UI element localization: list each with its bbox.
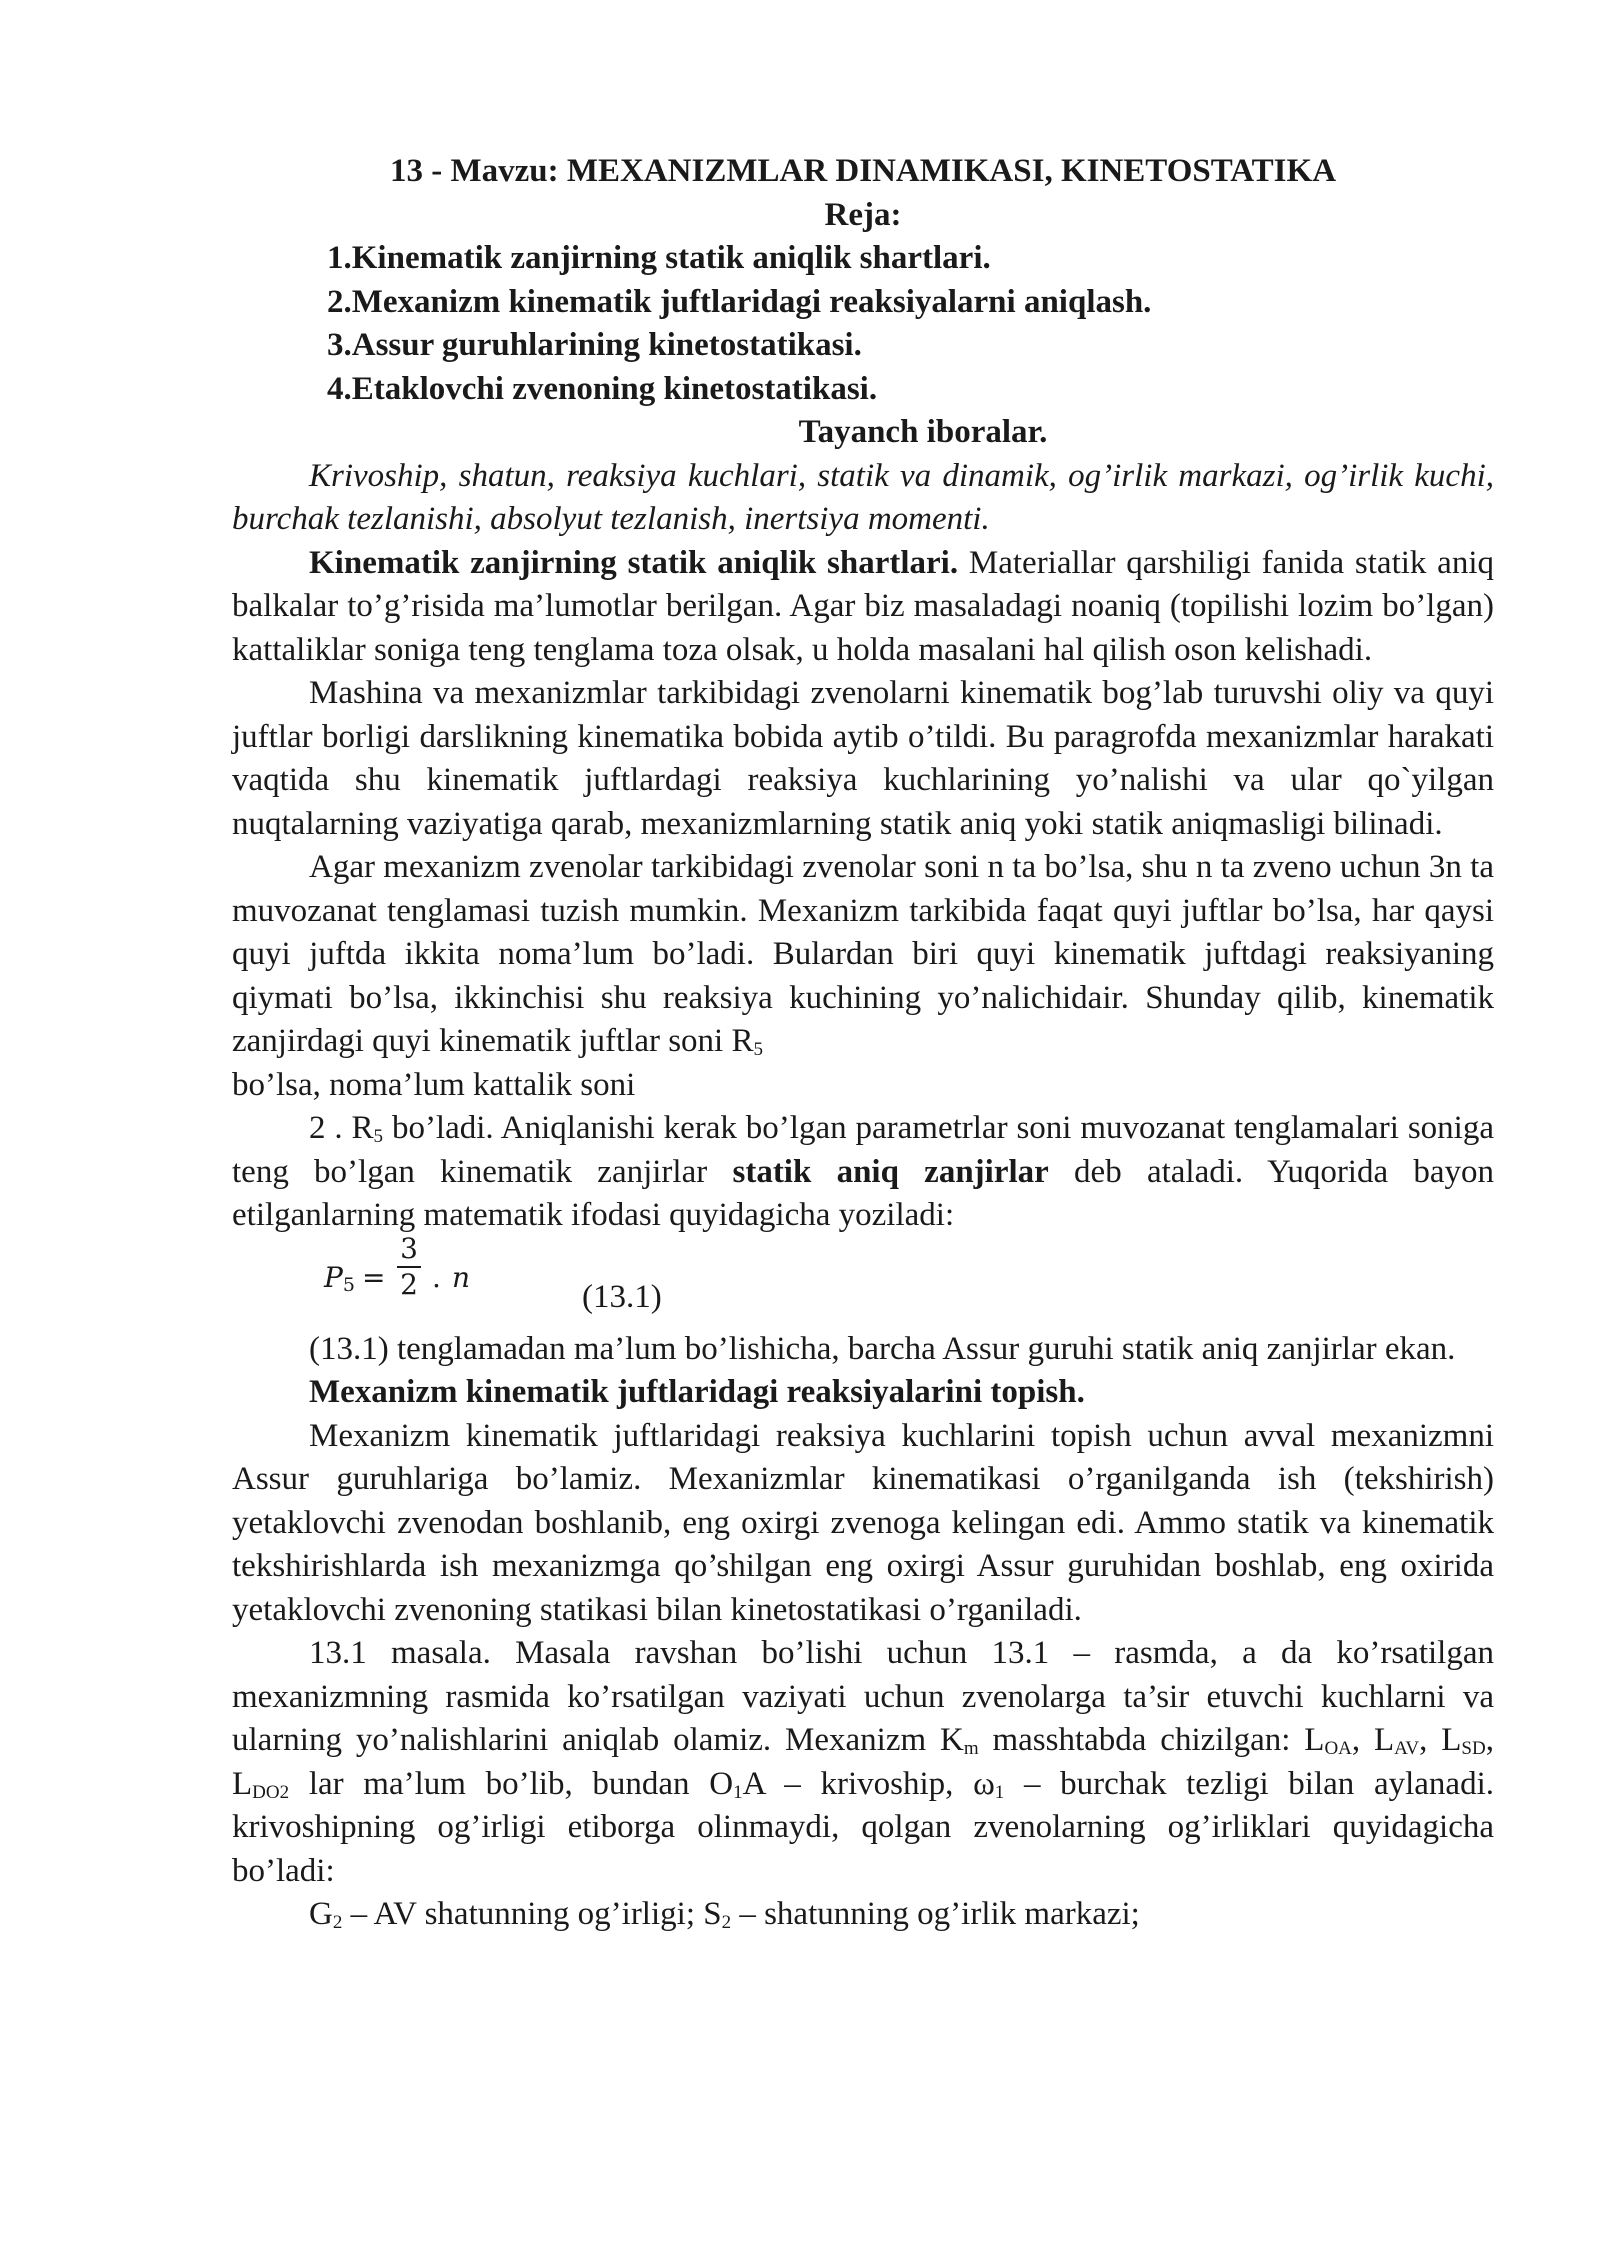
section1-paragraph-2: Mashina va mexanizmlar tarkibidagi zvenolarni kinematik bog’lab turuvshi oliy va quyi juftlar borligi darslikning kinematika bobida aytib o’tildi. Bu paragrofda mexanizmlar harakati vaqtida shu kinematik juftlardagi reaksiya kuchlarining yo’nalishi va ular qo`yilgan nuqtalarning vaziyatiga qarab, mexanizmlarning statik aniq yoki statik aniqmasligi bilinadi. (232, 675, 1494, 842)
section1-heading: Kinematik zanjirning statik aniqlik shartlari. (309, 544, 959, 581)
subscript: 2 (332, 1912, 343, 1933)
text-span: 2 . R (309, 1110, 374, 1146)
text-span: – burchak tezligi bilan aylanadi. krivoshipning og’irligi etiborga olinmaydi, qolgan zvenolarning og’irliklari quyidagicha bo’ladi: (232, 1765, 1494, 1889)
formula-symbol: P (324, 1260, 343, 1294)
text-span: – AV shatunning og’irligi; S (342, 1896, 722, 1932)
text-span: , L (1351, 1722, 1395, 1758)
text-span: A – krivoship, ω (742, 1765, 995, 1802)
text-span: bo’ladi. Aniqlanishi kerak bo’lgan parametrlar soni muvozanat tenglamalari soniga teng bo’lgan kinematik zanjirlar (232, 1110, 1494, 1190)
section1-paragraph-5: (13.1) tenglamadan ma’lum bo’lishicha, barcha Assur guruhi statik aniq zanjirlar ekan. (309, 1330, 1456, 1367)
plan-list (232, 237, 1494, 411)
text-span: , L (232, 1722, 1494, 1802)
document-title: 13 - Mavzu: MEXANIZMLAR DINAMIKASI, KINETOSTATIKA (389, 153, 1337, 189)
text-span: lar ma’lum bo’lib, bundan O (289, 1765, 734, 1802)
section1-paragraph-1 (232, 542, 1494, 673)
subscript: AV (1394, 1738, 1420, 1759)
subscript: 5 (373, 1126, 384, 1147)
keywords-heading: Tayanch iboralar. (798, 414, 1048, 450)
fraction-numerator: 3 (400, 1231, 418, 1265)
section1-paragraph-4 (232, 1107, 1494, 1238)
formula-13-1 (324, 1231, 1494, 1328)
text-span: G (309, 1896, 333, 1932)
document-page (232, 150, 1494, 1937)
formula-dot: . (432, 1260, 441, 1294)
text-span: – shatunning og’irlik markazi; (731, 1896, 1140, 1932)
section2-heading: Mexanizm kinematik juftlaridagi reaksiyalarini topish. (309, 1374, 1085, 1410)
subscript: 5 (753, 1039, 763, 1060)
section2-paragraph-1: Mexanizm kinematik juftlaridagi reaksiya kuchlarini topish uchun avval mexanizmni Assur guruhlariga bo’lamiz. Mexanizmlar kinematikasi o’rganilganda ish (tekshirish) yetaklovchi zvenodan boshlanib, eng oxirgi zvenoga kelingan edi. Ammo statik va kinematik tekshirishlarda ish mexanizmga qo’shilgan eng oxirgi Assur guruhidan boshlab, eng oxirida yetaklovchi zvenoning statikasi bilan kinetostatikasi o’rganiladi. (232, 1417, 1494, 1628)
text-span: Agar mexanizm zvenolar tarkibidagi zvenolar soni n ta bo’lsa, shu n ta zveno uchun 3n ta muvozanat tenglamasi tuzish mumkin. Mexanizm tarkibida faqat quyi juftlar bo’lsa, har qaysi quyi juftda ikkita noma’lum bo’ladi. Bulardan biri quyi kinematik juftdagi reaksiyaning qiymati bo’lsa, ikkinchisi shu reaksiya kuchining yo’nalichidair. Shunday qilib, kinematik zanjirdagi quyi kinematik juftlar soni R (232, 849, 1494, 1059)
text-span: 13.1 masala. Masala ravshan bo’lishi uchun 13.1 – rasmda, a da ko’rsatilgan mexanizmning rasmida ko’rsatilgan vaziyati uchun zvenolarga ta’sir etuvchi kuchlarni va ularning yo’nalishlarini aniqlab olamiz. Mexanizm K (232, 1635, 1494, 1758)
plan-heading: Reja: (824, 196, 902, 233)
formula-variable: n (452, 1260, 471, 1294)
section2-paragraph-2 (232, 1632, 1494, 1893)
text-span: bo’lsa, noma’lum kattalik soni (232, 1066, 636, 1103)
subscript: SD (1461, 1738, 1486, 1759)
section1-paragraph-3 (232, 846, 1494, 1107)
subscript: 1 (994, 1781, 1005, 1803)
formula-equals: = (362, 1260, 386, 1294)
keywords-paragraph: Krivoship, shatun, reaksiya kuchlari, statik va dinamik, og’irlik markazi, og’irlik kuchi, burchak tezlanishi, absolyut tezlanish, inertsiya momenti. (232, 457, 1494, 537)
text-span: deb ataladi. Yuqorida bayon etilganlarning matematik ifodasi quyidagicha yoziladi: (232, 1153, 1495, 1233)
text-span: , L (1419, 1722, 1462, 1758)
formula-subscript: 5 (342, 1273, 355, 1296)
fraction-denominator: 2 (400, 1267, 418, 1301)
text-span: Materiallar qarshiligi fanida statik aniq balkalar to’g’risida ma’lumotlar berilgan. Agar biz masaladagi noaniq (topilishi lozim bo’lgan) kattaliklar soniga teng tenglama toza olsak, u holda masalani hal qilish oson kelishadi. (232, 544, 1494, 668)
plan-item: 4.Etaklovchi zvenoning kinetostatikasi. (327, 370, 878, 407)
section2-paragraph-3 (232, 1893, 1494, 1937)
formula-number: (13.1) (582, 1278, 662, 1315)
subscript: 2 (721, 1912, 732, 1933)
plan-item: 3.Assur guruhlarining kinetostatikasi. (327, 327, 862, 363)
subscript: OA (1324, 1738, 1352, 1759)
bold-term: statik aniq zanjirlar (732, 1153, 1049, 1190)
formula-lhs (324, 1256, 355, 1300)
plan-item: 1.Kinematik zanjirning statik aniqlik shartlari. (327, 240, 991, 276)
formula-fraction (396, 1232, 422, 1302)
subscript: 1 (733, 1781, 743, 1803)
subscript: m (963, 1738, 979, 1759)
plan-item: 2.Mexanizm kinematik juftlaridagi reaksiyalarni aniqlash. (327, 283, 1152, 320)
subscript: DO2 (252, 1781, 290, 1803)
text-span: masshtabda chizilgan: L (978, 1722, 1325, 1758)
